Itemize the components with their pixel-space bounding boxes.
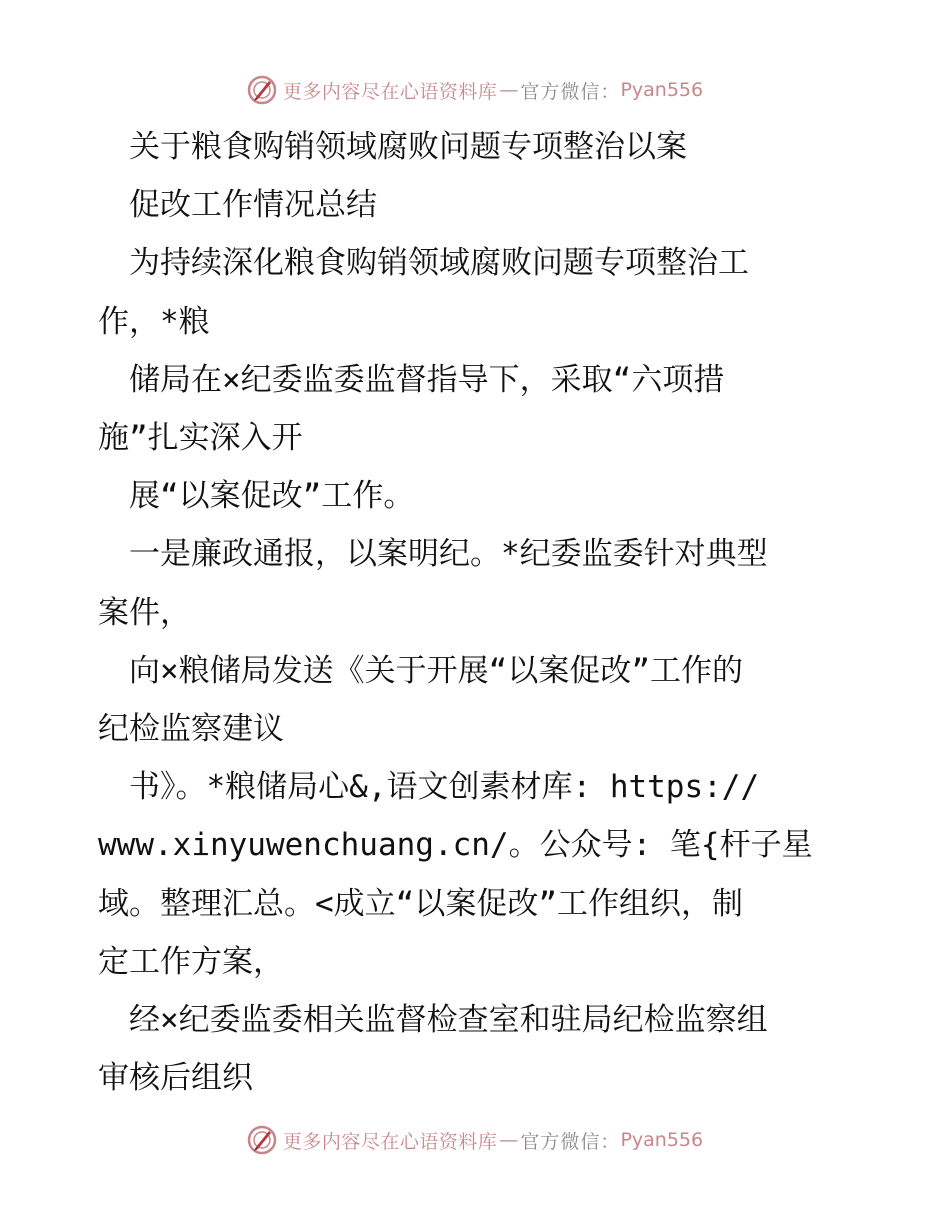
body-line: 储局在×纪委监委监督指导下，采取“六项措 — [98, 361, 725, 398]
quill-logo-icon — [247, 75, 277, 105]
body-line: 作，*粮 — [98, 303, 210, 340]
title-line-2: 促改工作情况总结 — [98, 187, 377, 224]
body-line: 向×粮储局发送《关于开展“以案促改”工作的 — [98, 652, 743, 689]
watermark-footer — [0, 1120, 950, 1160]
watermark-id: Pyan556 — [620, 79, 704, 101]
quill-logo-icon — [247, 1125, 277, 1155]
body-line: 域。整理汇总。<成立“以案促改”工作组织，制 — [98, 885, 743, 922]
title-line-1: 关于粮食购销领域腐败问题专项整治以案 — [98, 129, 687, 165]
body-line: 为持续深化粮食购销领域腐败问题专项整治工 — [98, 245, 749, 282]
watermark-brand: 更多内容尽在心语资料库 — [282, 1130, 498, 1153]
body-line: 施”扎实深入开 — [98, 420, 303, 457]
watermark-sub: 官方微信： — [520, 80, 621, 103]
body-line: www.xinyuwenchuang.cn/。公众号: 笔{杆子星 — [98, 827, 813, 864]
body-line: 案件， — [98, 594, 191, 631]
body-line: 书》。*粮储局心&,语文创素材库: https:// — [98, 769, 760, 806]
body-line: 一是廉政通报，以案明纪。*纪委监委针对典型 — [98, 536, 768, 573]
watermark-dash: — — [499, 1129, 519, 1151]
document-body — [98, 118, 858, 1107]
body-line: 展“以案促改”工作。 — [98, 478, 415, 515]
watermark-header — [0, 70, 950, 110]
body-line: 经×纪委监委相关监督检查室和驻局纪检监察组 — [98, 1002, 768, 1039]
watermark-brand: 更多内容尽在心语资料库 — [282, 80, 498, 103]
watermark-id: Pyan556 — [620, 1129, 704, 1151]
body-line: 审核后组织 — [98, 1060, 253, 1097]
watermark-dash: — — [499, 79, 519, 101]
body-line: 定工作方案， — [98, 943, 284, 980]
watermark-sub: 官方微信： — [520, 1130, 621, 1153]
body-line: 纪检监察建议 — [98, 711, 284, 748]
